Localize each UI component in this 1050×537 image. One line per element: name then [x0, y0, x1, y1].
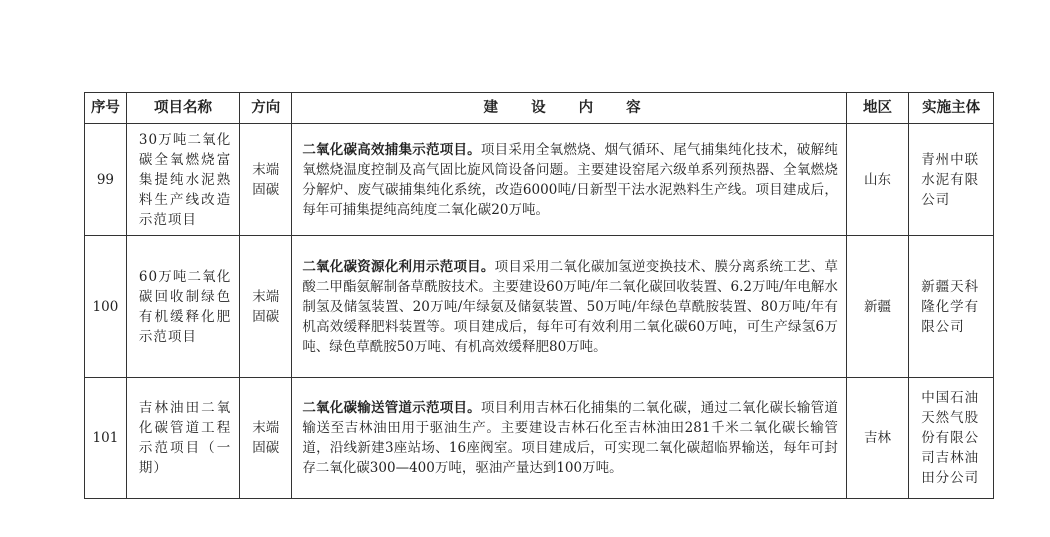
row-direction-cell: [240, 378, 292, 499]
table-row: [85, 124, 994, 236]
row-content-text: [292, 136, 846, 224]
header-name: 项目名称: [126, 93, 239, 124]
row-entity: 中国石油天然气股份有限公司吉林油田分公司: [921, 390, 980, 486]
row-content-body: 项目采用全氧燃烧、烟气循环、尾气捕集纯化技术，破解纯氧燃烧温度控制及高气固比旋风筒设备问题。主要建设窑尾六级单系列预热器、全氧燃烧分解炉、废气碳捕集纯化系统，改造6000吨/日新型干法水泥熟料生产线。项目建成后，每年可捕集提纯高纯度二氧化碳20万吨。: [302, 141, 838, 218]
row-content-title: 二氧化碳高效捕集示范项目。: [302, 141, 481, 158]
table-row: [85, 236, 994, 378]
row-content-cell: [292, 378, 847, 499]
table-header-row: [85, 93, 994, 124]
header-no: 序号: [85, 93, 127, 124]
row-name-cell: [126, 236, 239, 378]
row-no: 100: [85, 236, 127, 378]
row-direction: 末端固碳: [252, 288, 280, 325]
header-content: 建 设 内 容: [292, 93, 847, 124]
header-direction: 方向: [240, 93, 292, 124]
row-direction-cell: [240, 236, 292, 378]
row-content-cell: [292, 124, 847, 236]
row-region: 吉林: [846, 378, 908, 499]
row-name: 30万吨二氧化碳全氧燃烧富集提纯水泥熟料生产线改造示范项目: [138, 131, 232, 228]
row-content-text: [292, 253, 846, 361]
row-direction: 末端固碳: [252, 161, 280, 198]
row-direction: 末端固碳: [252, 420, 280, 456]
row-content-text: [292, 394, 846, 482]
row-entity-cell: [909, 378, 994, 499]
header-entity: 实施主体: [909, 93, 994, 124]
row-content-title: 二氧化碳输送管道示范项目。: [302, 400, 481, 416]
row-name-cell: [126, 378, 239, 499]
row-name: 60万吨二氧化碳回收制绿色有机缓释化肥示范项目: [138, 268, 232, 345]
row-name: 吉林油田二氧化碳管道工程示范项目（一期）: [138, 400, 232, 476]
row-entity-cell: [909, 124, 994, 236]
row-content-cell: [292, 236, 847, 378]
row-entity: 青州中联水泥有限公司: [921, 151, 980, 208]
row-entity: 新疆天科隆化学有限公司: [921, 278, 980, 335]
row-content-body: 项目采用二氧化碳加氢逆变换技术、膜分离系统工艺、草酸二甲酯氨解制备草酰胺技术。主要建设60万吨/年二氧化碳回收装置、6.2万吨/年电解水制氢及储氢装置、20万吨/年绿氨及储氨装置、50万吨/年绿色草酰胺装置、80万吨/年有机高效缓释肥料装置等。项目建成后，每年可有效利用二氧化碳60万吨，可生产绿氢6万吨、绿色草酰胺50万吨、有机高效缓释肥80万吨。: [302, 258, 838, 355]
row-region: 山东: [846, 124, 908, 236]
row-content-title: 二氧化碳资源化利用示范项目。: [302, 258, 495, 275]
row-content-body: 项目利用吉林石化捕集的二氧化碳，通过二氧化碳长输管道输送至吉林油田用于驱油生产。主要建设吉林石化至吉林油田281千米二氧化碳长输管道，沿线新建3座站场、16座阀室。项目建成后，可实现二氧化碳超临界输送，每年可封存二氧化碳300—400万吨，驱油产量达到100万吨。: [302, 400, 838, 476]
projects-table: [84, 92, 994, 499]
row-name-cell: [126, 124, 239, 236]
row-no: 99: [85, 124, 127, 236]
row-region: 新疆: [846, 236, 908, 378]
table-row: [85, 378, 994, 499]
row-direction-cell: [240, 124, 292, 236]
header-region: 地区: [846, 93, 908, 124]
row-entity-cell: [909, 236, 994, 378]
row-no: 101: [85, 378, 127, 499]
